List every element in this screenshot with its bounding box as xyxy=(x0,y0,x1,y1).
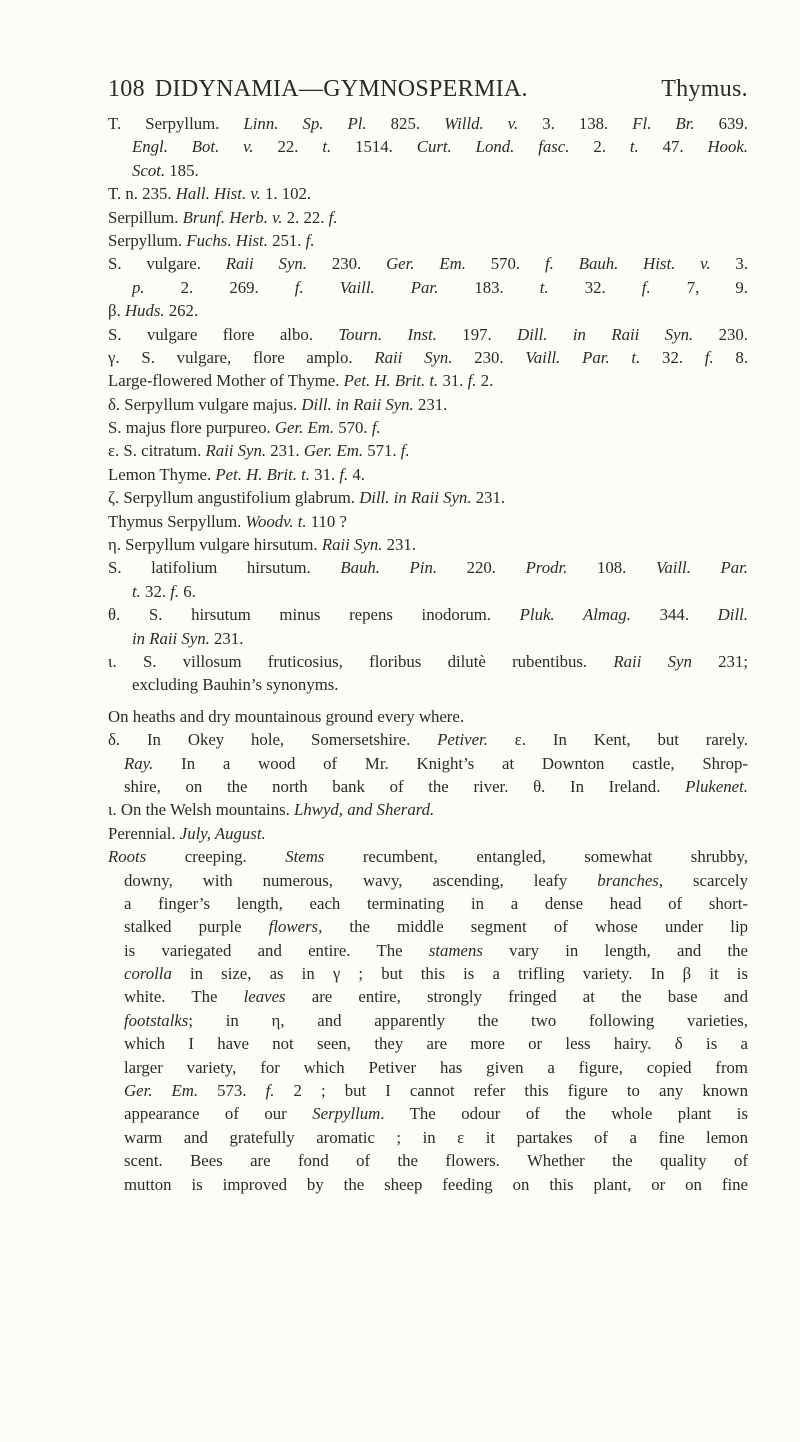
text-segment: 7, 9. xyxy=(650,277,748,297)
synonymy-block xyxy=(108,112,748,697)
text-segment: 230. xyxy=(452,347,526,367)
citation-text: flowers xyxy=(268,917,319,937)
text-segment: 251. xyxy=(267,230,306,250)
text-segment: 32. xyxy=(548,277,642,297)
text-segment: , scarcely xyxy=(658,870,748,890)
text-segment: 2. 22. xyxy=(282,207,329,227)
citation-text: Lhwyd, and Sherard. xyxy=(294,800,435,820)
synonym-line xyxy=(108,439,748,462)
citation-text: Bauh. Pin. xyxy=(340,558,438,578)
text-segment: mutton is improved by the sheep feeding on this plant, or on fine xyxy=(124,1174,748,1194)
description-line xyxy=(108,1149,748,1172)
citation-text: Pet. H. Brit. t. xyxy=(215,464,310,484)
text-segment: 32. xyxy=(140,581,171,601)
text-segment: 231. xyxy=(382,535,417,555)
citation-text: Raii Syn. xyxy=(374,347,453,367)
text-segment: vary in length, and the xyxy=(482,940,748,960)
description-line xyxy=(108,962,748,985)
text-segment: warm and gratefully aromatic ; in ε it partakes of a fine lemon xyxy=(124,1127,748,1147)
text-segment: 47. xyxy=(638,137,708,157)
text-segment: 573. xyxy=(198,1081,266,1101)
text-segment: On heaths and dry mountainous ground every where. xyxy=(108,706,465,726)
citation-text: f. xyxy=(400,441,410,461)
text-segment: ; in η, and apparently the two following varieties, xyxy=(188,1010,748,1030)
text-segment: 231. xyxy=(209,628,244,648)
text-segment: 571. xyxy=(363,441,401,461)
citation-text: Vaill. Par. xyxy=(339,277,439,297)
habitat-line xyxy=(108,728,748,751)
text-segment: Lemon Thyme. xyxy=(108,464,216,484)
description-block xyxy=(108,845,748,1196)
citation-text: footstalks xyxy=(124,1010,189,1030)
citation-text: in Raii Syn. xyxy=(132,628,210,648)
synonym-line xyxy=(108,182,748,205)
citation-text: Woodv. t. xyxy=(245,511,307,531)
text-segment: δ. Serpyllum vulgare majus. xyxy=(108,394,302,414)
text-segment: Serpyllum. xyxy=(108,230,187,250)
text-segment: 230. xyxy=(693,324,748,344)
text-segment: a finger’s length, each terminating in a dense head of short- xyxy=(124,893,748,913)
description-line xyxy=(108,915,748,938)
text-segment: ε. In Kent, but rarely. xyxy=(487,730,748,750)
description-line xyxy=(108,1102,748,1125)
synonym-line xyxy=(108,580,748,603)
synonym-line xyxy=(108,229,748,252)
citation-text: f. xyxy=(305,230,315,250)
text-segment: Perennial. xyxy=(108,823,180,843)
text-segment: 2 ; but I cannot refer this figure to any known xyxy=(274,1081,748,1101)
text-segment: 3. xyxy=(710,254,749,274)
text-segment: ε. S. citratum. xyxy=(108,441,206,461)
citation-text: Pluk. Almag. xyxy=(519,605,631,625)
text-segment: T. Serpyllum. xyxy=(108,114,244,133)
text-segment: T. n. 235. xyxy=(108,184,176,204)
text-segment: 570. xyxy=(334,418,372,438)
citation-text: Fl. Br. xyxy=(632,114,695,133)
citation-text: f. xyxy=(371,418,381,438)
description-line xyxy=(108,845,748,868)
habitat-block xyxy=(108,705,748,822)
text-segment: larger variety, for which Petiver has given a figure, copied from xyxy=(124,1057,748,1077)
synonym-line xyxy=(108,416,748,439)
text-segment: 183. xyxy=(438,277,540,297)
citation-text: Engl. Bot. v. xyxy=(132,137,254,157)
text-segment xyxy=(554,254,579,273)
citation-text: f. xyxy=(170,581,180,601)
description-line xyxy=(108,1032,748,1055)
citation-text: Fuchs. Hist. xyxy=(186,230,268,250)
text-segment: 3. 138. xyxy=(518,114,633,133)
synonym-line xyxy=(108,346,748,369)
text-segment: 31. xyxy=(438,371,468,391)
habitat-line xyxy=(108,705,748,728)
citation-text: corolla xyxy=(124,964,172,984)
synonym-line xyxy=(108,673,748,696)
text-segment: ι. On the Welsh mountains. xyxy=(108,800,295,820)
text-segment: 231. xyxy=(471,488,506,508)
habitat-line xyxy=(108,752,748,775)
text-segment: 185. xyxy=(165,160,199,180)
synonym-line xyxy=(108,463,748,486)
text-segment: S. majus flore purpureo. xyxy=(108,418,275,438)
citation-text: f. xyxy=(704,347,714,367)
citation-text: Pet. H. Brit. t. xyxy=(343,371,439,391)
synonym-line xyxy=(108,533,748,556)
citation-text: Willd. v. xyxy=(444,114,519,133)
citation-text: Tourn. Inst. xyxy=(338,324,437,344)
citation-text: t. xyxy=(322,137,332,157)
text-segment: 570. xyxy=(465,254,545,274)
text-segment: 825. xyxy=(366,114,445,133)
text-segment: are entire, strongly fringed at the base and xyxy=(285,987,748,1007)
synonym-line xyxy=(108,369,748,392)
synonym-line xyxy=(108,627,748,650)
text-segment: 108. xyxy=(567,558,656,578)
text-segment: 110 ? xyxy=(306,511,347,531)
page-body xyxy=(108,112,748,1196)
citation-text: Ger. Em. xyxy=(274,418,335,438)
citation-text: Ger. Em. xyxy=(303,441,364,461)
text-segment: 231. xyxy=(413,394,448,414)
text-segment: ζ. Serpyllum angustifolium glabrum. xyxy=(108,488,360,508)
citation-text: stamens xyxy=(428,940,483,960)
text-segment: η. Serpyllum vulgare hirsutum. xyxy=(108,535,322,555)
text-segment: θ. S. hirsutum minus repens inodorum. xyxy=(108,605,520,625)
synonym-line xyxy=(108,206,748,229)
habitat-line xyxy=(108,798,748,821)
citation-text: Vaill. Par. xyxy=(655,558,748,578)
citation-text: Prodr. xyxy=(525,558,568,578)
genus-name: Thymus. xyxy=(661,76,748,102)
running-title: DIDYNAMIA—GYMNOSPERMIA. xyxy=(154,76,528,102)
citation-text: Huds. xyxy=(124,301,165,321)
synonym-line xyxy=(108,393,748,416)
text-segment: . The odour of the whole plant is xyxy=(380,1104,748,1124)
citation-text: Dill. in Raii Syn. xyxy=(359,488,472,508)
citation-text: f. xyxy=(339,464,349,484)
text-segment: δ. In Okey hole, Somersetshire. xyxy=(108,730,438,750)
citation-text: Roots xyxy=(108,847,147,867)
text-segment: β. xyxy=(108,301,125,321)
text-segment: white. The xyxy=(124,987,244,1007)
citation-text: Brunf. Herb. v. xyxy=(182,207,283,227)
citation-text: branches xyxy=(597,870,659,890)
text-segment: In a wood of Mr. Knight’s at Downton castle, Shrop- xyxy=(153,753,748,773)
citation-text: Petiver. xyxy=(437,730,488,750)
synonym-line xyxy=(108,299,748,322)
text-segment: 231; xyxy=(691,651,748,671)
description-line xyxy=(108,1009,748,1032)
citation-text: f. xyxy=(641,277,651,297)
description-line xyxy=(108,1173,748,1196)
citation-text: Raii Syn. xyxy=(205,441,267,461)
description-line xyxy=(108,1056,748,1079)
citation-text: July, August. xyxy=(179,823,266,843)
citation-text: Stems xyxy=(285,847,325,867)
citation-text: Curt. Lond. fasc. xyxy=(416,137,570,157)
citation-text: Ger. Em. xyxy=(386,254,466,274)
text-segment: 220. xyxy=(437,558,526,578)
text-segment: Large-flowered Mother of Thyme. xyxy=(108,371,344,391)
page-number: 108 xyxy=(108,76,145,102)
text-segment: 639. xyxy=(694,114,748,133)
citation-text: f. xyxy=(544,254,554,274)
citation-text: leaves xyxy=(243,987,286,1007)
description-line xyxy=(108,869,748,892)
text-segment: 32. xyxy=(640,347,705,367)
citation-text: Scot. xyxy=(132,160,166,180)
text-segment: 2. 269. xyxy=(144,277,295,297)
text-segment: is variegated and entire. The xyxy=(124,940,429,960)
citation-text: Ray. xyxy=(124,753,154,773)
citation-text: Ger. Em. xyxy=(124,1081,199,1101)
description-line xyxy=(108,1079,748,1102)
text-segment: 31. xyxy=(309,464,340,484)
text-segment: S. vulgare. xyxy=(108,254,226,274)
text-segment: 22. xyxy=(253,137,323,157)
synonym-line xyxy=(108,486,748,509)
text-segment: ι. S. villosum fruticosius, floribus dilutè rubentibus. xyxy=(108,651,614,671)
citation-text: Hall. Hist. v. xyxy=(175,184,261,204)
text-segment: 1514. xyxy=(331,137,417,157)
text-segment: Thymus Serpyllum. xyxy=(108,511,246,531)
description-line xyxy=(108,985,748,1008)
citation-text: f. xyxy=(265,1081,275,1101)
text-segment: , the middle segment of whose under lip xyxy=(318,917,748,937)
text-segment: 197. xyxy=(436,324,518,344)
text-segment: recumbent, entangled, somewhat shrubby, xyxy=(324,847,748,867)
synonym-line xyxy=(108,135,748,158)
citation-text: Raii Syn xyxy=(613,651,692,671)
text-segment: 230. xyxy=(307,254,387,274)
text-segment: 6. xyxy=(179,581,196,601)
citation-text: Raii Syn. xyxy=(321,535,383,555)
citation-text: Hook. xyxy=(707,137,748,157)
text-segment: scent. Bees are fond of the flowers. Whether the quality of xyxy=(124,1151,748,1171)
citation-text: Dill. in Raii Syn. xyxy=(301,394,414,414)
text-segment: Serpillum. xyxy=(108,207,183,227)
description-line xyxy=(108,892,748,915)
text-segment: 2. xyxy=(569,137,630,157)
citation-text: Linn. Sp. Pl. xyxy=(243,114,367,133)
text-segment: 344. xyxy=(630,605,718,625)
synonym-line xyxy=(108,510,748,533)
text-segment: 231. xyxy=(266,441,304,461)
citation-text: t. xyxy=(132,581,141,601)
synonym-line xyxy=(108,112,748,135)
text-segment: 8. xyxy=(713,347,749,367)
text-segment: creeping. xyxy=(146,847,286,867)
text-segment xyxy=(304,278,340,297)
description-line xyxy=(108,939,748,962)
citation-text: Raii Syn. xyxy=(225,254,307,274)
citation-text: Dill. in Raii Syn. xyxy=(517,324,694,344)
text-segment: which I have not seen, they are more or less hairy. δ is a xyxy=(124,1034,748,1054)
text-segment: 4. xyxy=(348,464,365,484)
text-segment: downy, with numerous, wavy, ascending, leafy xyxy=(124,870,598,890)
synonym-line xyxy=(108,650,748,673)
text-segment: 1. 102. xyxy=(260,184,312,204)
flowering-block xyxy=(108,822,748,845)
text-segment: S. latifolium hirsutum. xyxy=(108,558,341,578)
text-segment: in size, as in γ ; but this is a trifling variety. In β it is xyxy=(171,964,748,984)
citation-text: t. xyxy=(629,137,639,157)
citation-text: p. xyxy=(132,277,145,297)
citation-text: f. xyxy=(467,371,477,391)
flowering-line xyxy=(108,822,748,845)
citation-text: Plukenet. xyxy=(685,776,748,796)
synonym-line xyxy=(108,603,748,626)
citation-text: Vaill. Par. t. xyxy=(525,347,641,367)
text-segment: 2. xyxy=(476,371,494,391)
text-segment: 262. xyxy=(164,301,199,321)
citation-text: Bauh. Hist. v. xyxy=(578,254,711,274)
synonym-line xyxy=(108,159,748,182)
running-header xyxy=(108,76,748,103)
text-segment: γ. S. vulgare, flore amplo. xyxy=(108,347,375,367)
citation-text: f. xyxy=(294,277,304,297)
citation-text: Dill. xyxy=(717,605,748,625)
text-segment: appearance of our xyxy=(124,1104,313,1124)
synonym-line xyxy=(108,556,748,579)
synonym-line xyxy=(108,252,748,275)
text-segment: S. vulgare flore albo. xyxy=(108,324,339,344)
citation-text: t. xyxy=(539,277,549,297)
habitat-line xyxy=(108,775,748,798)
synonym-line xyxy=(108,323,748,346)
text-segment: shire, on the north bank of the river. θ. In Ireland. xyxy=(124,776,686,796)
citation-text: Serpyllum xyxy=(312,1104,381,1124)
synonym-line xyxy=(108,276,748,299)
text-segment: excluding Bauhin’s synonyms. xyxy=(132,675,339,695)
text-segment: stalked purple xyxy=(124,917,269,937)
citation-text: f. xyxy=(328,207,338,227)
description-line xyxy=(108,1126,748,1149)
